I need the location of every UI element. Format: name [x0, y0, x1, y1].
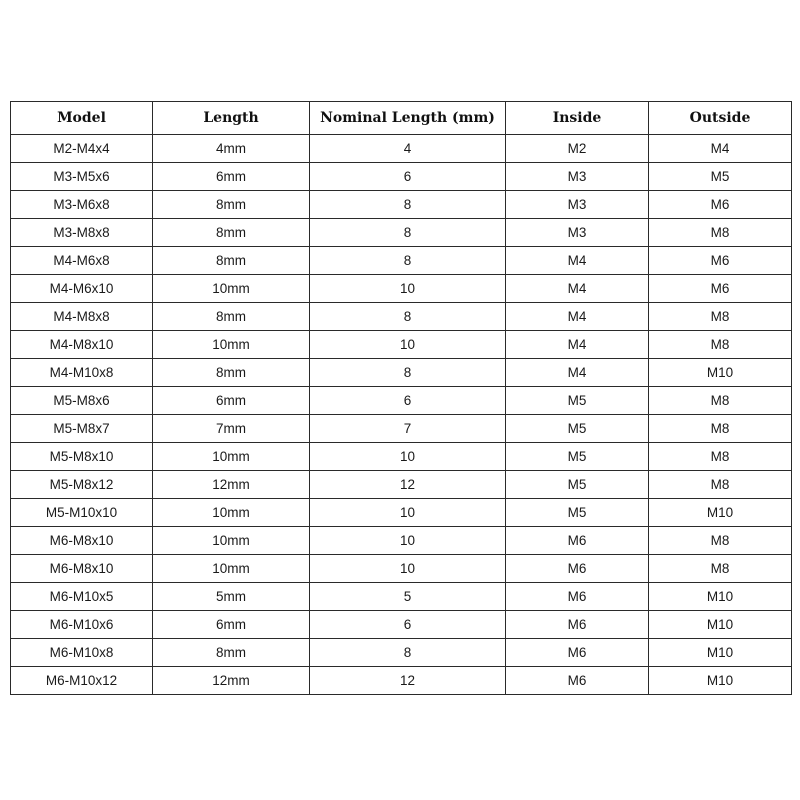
- cell-inside: M6: [506, 667, 649, 695]
- cell-inside: M3: [506, 163, 649, 191]
- table-row: [11, 555, 792, 583]
- cell-outside: M4: [649, 135, 792, 163]
- table-row: [11, 247, 792, 275]
- cell-length: 6mm: [153, 163, 310, 191]
- cell-outside: M8: [649, 471, 792, 499]
- cell-inside: M6: [506, 583, 649, 611]
- header-model: Model: [11, 102, 153, 135]
- cell-nominal-length: 10: [310, 555, 506, 583]
- cell-outside: M10: [649, 639, 792, 667]
- cell-outside: M10: [649, 667, 792, 695]
- cell-outside: M8: [649, 387, 792, 415]
- table-row: [11, 443, 792, 471]
- cell-model: M6-M8x10: [11, 527, 153, 555]
- cell-nominal-length: 6: [310, 611, 506, 639]
- cell-length: 6mm: [153, 387, 310, 415]
- cell-inside: M5: [506, 443, 649, 471]
- cell-length: 8mm: [153, 219, 310, 247]
- table-row: [11, 191, 792, 219]
- cell-nominal-length: 10: [310, 331, 506, 359]
- cell-length: 10mm: [153, 555, 310, 583]
- cell-inside: M3: [506, 191, 649, 219]
- cell-inside: M5: [506, 387, 649, 415]
- thread-insert-spec-table: [10, 101, 792, 695]
- cell-outside: M10: [649, 611, 792, 639]
- cell-outside: M6: [649, 191, 792, 219]
- cell-nominal-length: 8: [310, 639, 506, 667]
- cell-model: M2-M4x4: [11, 135, 153, 163]
- cell-length: 6mm: [153, 611, 310, 639]
- header-row: [11, 102, 792, 135]
- cell-inside: M5: [506, 499, 649, 527]
- table-body: [11, 135, 792, 695]
- table-row: [11, 499, 792, 527]
- cell-model: M6-M8x10: [11, 555, 153, 583]
- cell-outside: M10: [649, 499, 792, 527]
- cell-model: M5-M8x6: [11, 387, 153, 415]
- cell-model: M3-M6x8: [11, 191, 153, 219]
- cell-model: M4-M8x10: [11, 331, 153, 359]
- cell-model: M5-M8x7: [11, 415, 153, 443]
- cell-inside: M3: [506, 219, 649, 247]
- header-outside: Outside: [649, 102, 792, 135]
- table-row: [11, 135, 792, 163]
- cell-model: M6-M10x6: [11, 611, 153, 639]
- cell-inside: M6: [506, 527, 649, 555]
- cell-length: 10mm: [153, 443, 310, 471]
- cell-model: M6-M10x8: [11, 639, 153, 667]
- cell-inside: M6: [506, 555, 649, 583]
- cell-model: M4-M6x8: [11, 247, 153, 275]
- cell-length: 10mm: [153, 275, 310, 303]
- table-row: [11, 359, 792, 387]
- cell-length: 10mm: [153, 499, 310, 527]
- cell-outside: M8: [649, 331, 792, 359]
- cell-nominal-length: 8: [310, 191, 506, 219]
- cell-inside: M6: [506, 611, 649, 639]
- table-row: [11, 163, 792, 191]
- table-row: [11, 303, 792, 331]
- cell-outside: M8: [649, 527, 792, 555]
- cell-nominal-length: 5: [310, 583, 506, 611]
- cell-length: 12mm: [153, 667, 310, 695]
- cell-nominal-length: 6: [310, 163, 506, 191]
- cell-outside: M10: [649, 583, 792, 611]
- table-row: [11, 583, 792, 611]
- cell-nominal-length: 10: [310, 443, 506, 471]
- cell-outside: M6: [649, 275, 792, 303]
- cell-inside: M4: [506, 331, 649, 359]
- cell-length: 8mm: [153, 191, 310, 219]
- cell-outside: M8: [649, 415, 792, 443]
- cell-model: M5-M10x10: [11, 499, 153, 527]
- cell-outside: M5: [649, 163, 792, 191]
- table-row: [11, 471, 792, 499]
- cell-nominal-length: 12: [310, 667, 506, 695]
- cell-length: 7mm: [153, 415, 310, 443]
- cell-model: M3-M5x6: [11, 163, 153, 191]
- header-inside: Inside: [506, 102, 649, 135]
- table-row: [11, 331, 792, 359]
- cell-length: 12mm: [153, 471, 310, 499]
- cell-model: M3-M8x8: [11, 219, 153, 247]
- cell-model: M6-M10x12: [11, 667, 153, 695]
- cell-outside: M8: [649, 555, 792, 583]
- table-row: [11, 387, 792, 415]
- cell-model: M4-M6x10: [11, 275, 153, 303]
- table-row: [11, 639, 792, 667]
- cell-length: 4mm: [153, 135, 310, 163]
- cell-nominal-length: 8: [310, 247, 506, 275]
- cell-inside: M4: [506, 303, 649, 331]
- cell-inside: M4: [506, 359, 649, 387]
- header-length: Length: [153, 102, 310, 135]
- cell-nominal-length: 8: [310, 219, 506, 247]
- table-row: [11, 415, 792, 443]
- cell-length: 8mm: [153, 247, 310, 275]
- cell-inside: M2: [506, 135, 649, 163]
- cell-length: 8mm: [153, 359, 310, 387]
- cell-nominal-length: 8: [310, 303, 506, 331]
- cell-inside: M6: [506, 639, 649, 667]
- cell-inside: M4: [506, 275, 649, 303]
- cell-length: 10mm: [153, 527, 310, 555]
- cell-outside: M8: [649, 303, 792, 331]
- table-header: [11, 102, 792, 135]
- cell-inside: M4: [506, 247, 649, 275]
- cell-nominal-length: 12: [310, 471, 506, 499]
- cell-nominal-length: 4: [310, 135, 506, 163]
- cell-inside: M5: [506, 471, 649, 499]
- table-row: [11, 667, 792, 695]
- cell-nominal-length: 8: [310, 359, 506, 387]
- table-row: [11, 219, 792, 247]
- cell-outside: M8: [649, 443, 792, 471]
- cell-nominal-length: 10: [310, 527, 506, 555]
- cell-length: 10mm: [153, 331, 310, 359]
- cell-outside: M6: [649, 247, 792, 275]
- cell-model: M4-M8x8: [11, 303, 153, 331]
- cell-nominal-length: 6: [310, 387, 506, 415]
- cell-length: 5mm: [153, 583, 310, 611]
- cell-length: 8mm: [153, 303, 310, 331]
- table-row: [11, 527, 792, 555]
- header-nominal-length: Nominal Length (mm): [310, 102, 506, 135]
- cell-model: M6-M10x5: [11, 583, 153, 611]
- cell-nominal-length: 10: [310, 499, 506, 527]
- cell-model: M4-M10x8: [11, 359, 153, 387]
- cell-length: 8mm: [153, 639, 310, 667]
- cell-inside: M5: [506, 415, 649, 443]
- cell-nominal-length: 10: [310, 275, 506, 303]
- table-row: [11, 275, 792, 303]
- cell-model: M5-M8x10: [11, 443, 153, 471]
- cell-outside: M10: [649, 359, 792, 387]
- table-row: [11, 611, 792, 639]
- cell-model: M5-M8x12: [11, 471, 153, 499]
- cell-outside: M8: [649, 219, 792, 247]
- cell-nominal-length: 7: [310, 415, 506, 443]
